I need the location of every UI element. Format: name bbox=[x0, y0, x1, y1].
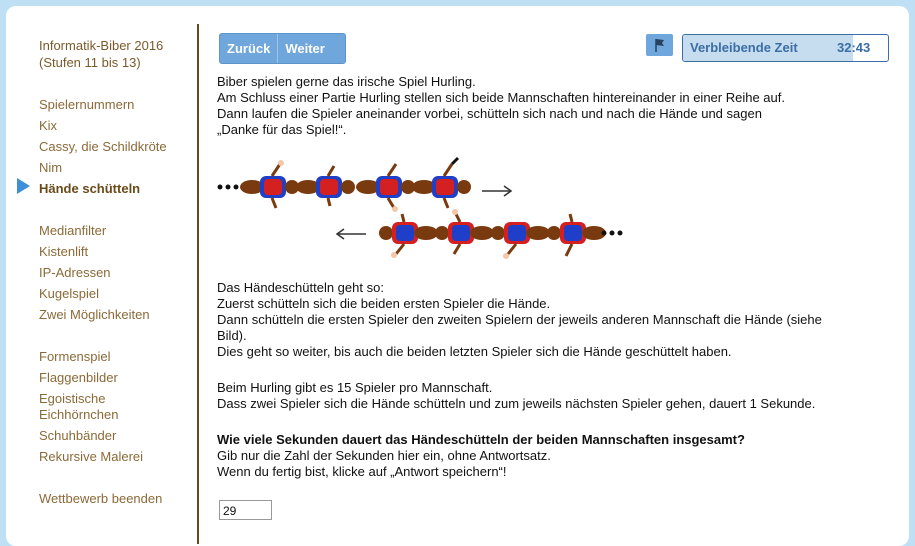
team-bottom bbox=[379, 209, 606, 259]
task-facts: Beim Hurling gibt es 15 Spieler pro Mannschaft. Dass zwei Spieler sich die Hände schütteln und zum jeweils nächsten Spieler gehen, dauert 1 Sekunde. bbox=[217, 380, 816, 411]
navigation-buttons bbox=[219, 33, 346, 64]
ellipsis-right-icon bbox=[602, 231, 623, 236]
task-question: Wie viele Sekunden dauert das Händeschütteln der beiden Mannschaften insgesamt? bbox=[217, 432, 745, 447]
sidebar-item-kugelspiel[interactable]: Kugelspiel bbox=[39, 286, 99, 301]
sidebar-item-egoistische-eichhoernchen[interactable]: Egoistische Eichhörnchen bbox=[39, 391, 119, 422]
contest-title: Informatik-Biber 2016 (Stufen 11 bis 13) bbox=[39, 38, 164, 70]
answer-input[interactable]: 29 bbox=[219, 500, 272, 520]
remaining-time bbox=[682, 34, 889, 62]
sidebar-item-haende-schuetteln[interactable]: Hände schütteln bbox=[39, 181, 141, 196]
beaver-players-illustration bbox=[214, 154, 634, 264]
sidebar-item-spielernummern[interactable]: Spielernummern bbox=[39, 97, 135, 112]
sidebar-item-wettbewerb-beenden[interactable]: Wettbewerb beenden bbox=[39, 491, 163, 506]
task-intro: Biber spielen gerne das irische Spiel Hurling. Am Schluss einer Partie Hurling stellen sich beide Mannschaften hintereinander in einer Reihe auf. Dann laufen die Spieler aneinander vorbei, schütteln sich nach und nach die Hände und sagen „Danke für das Spiel!“. bbox=[217, 74, 785, 137]
ellipsis-left-icon bbox=[218, 185, 239, 190]
flag-icon bbox=[646, 34, 673, 56]
task-rules: Das Händeschütteln geht so: Zuerst schütteln sich die beiden ersten Spieler die Hände. Dann schütteln die ersten Spieler den zweiten Spielern der jeweils anderen Mannschaft die Hände (siehe Bild). Dies geht so weiter, bis auch die beiden letzten Spieler sich die Hände geschüttelt haben. bbox=[217, 280, 822, 359]
remaining-time-label: Verbleibende Zeit bbox=[690, 40, 798, 55]
sidebar-item-zwei-moeglichkeiten[interactable]: Zwei Möglichkeiten bbox=[39, 307, 150, 322]
sidebar bbox=[6, 6, 198, 546]
current-task-arrow-icon bbox=[17, 178, 30, 194]
sidebar-item-nim[interactable]: Nim bbox=[39, 160, 63, 175]
page bbox=[6, 6, 909, 546]
sidebar-divider bbox=[197, 24, 199, 544]
team-top bbox=[240, 158, 471, 212]
sidebar-item-ip-adressen[interactable]: IP-Adressen bbox=[39, 265, 111, 280]
remaining-time-value: 32:43 bbox=[837, 40, 871, 55]
arrow-left-icon bbox=[337, 229, 366, 239]
next-button[interactable]: Weiter bbox=[285, 41, 325, 56]
task-question-block: Wie viele Sekunden dauert das Händeschütteln der beiden Mannschaften insgesamt? Gib nur die Zahl der Sekunden hier ein, ohne Antwortsatz. Wenn du fertig bist, klicke auf „Antwort speichern“! bbox=[217, 432, 897, 480]
sidebar-item-formenspiel[interactable]: Formenspiel bbox=[39, 349, 111, 364]
sidebar-item-rekursive-malerei[interactable]: Rekursive Malerei bbox=[39, 449, 144, 464]
sidebar-item-kistenlift[interactable]: Kistenlift bbox=[39, 244, 89, 259]
sidebar-item-schuhbaender[interactable]: Schuhbänder bbox=[39, 428, 117, 443]
sidebar-item-flaggenbilder[interactable]: Flaggenbilder bbox=[39, 370, 118, 385]
sidebar-item-cassy[interactable]: Cassy, die Schildkröte bbox=[39, 139, 167, 154]
sidebar-item-kix[interactable]: Kix bbox=[39, 118, 58, 133]
flag-button[interactable] bbox=[646, 34, 673, 56]
arrow-right-icon bbox=[482, 186, 511, 196]
back-button[interactable]: Zurück bbox=[220, 34, 278, 63]
sidebar-item-medianfilter[interactable]: Medianfilter bbox=[39, 223, 107, 238]
